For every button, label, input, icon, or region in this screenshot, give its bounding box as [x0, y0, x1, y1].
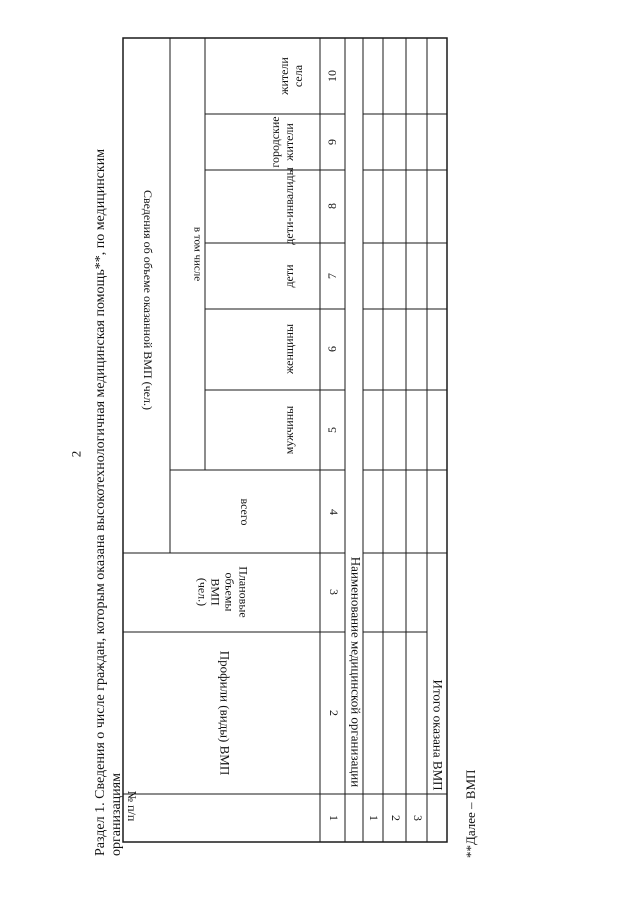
header-rural: жители села	[277, 57, 305, 95]
section-title: Раздел 1. Сведения о числе граждан, которым оказана высокотехнологичная медицинская помощь**, по медицинским	[93, 148, 108, 856]
header-including: в том числе	[191, 226, 204, 282]
row-number: 2	[388, 815, 403, 821]
header-children: дети	[282, 264, 297, 288]
column-number: 3	[326, 589, 341, 595]
header-total: всего	[237, 498, 252, 526]
header-women: женщины	[282, 323, 297, 375]
column-number: 9	[325, 139, 340, 145]
column-number: 6	[325, 346, 340, 352]
header-profiles: Профили (виды) ВМП	[217, 650, 233, 776]
row-number: 3	[410, 815, 425, 821]
total-row-label: Итого оказана ВМП	[430, 679, 446, 791]
header-planned: Плановые объемы ВМП (чел.)	[195, 566, 251, 618]
column-number: 10	[325, 70, 340, 82]
column-number: 5	[325, 427, 340, 433]
footnote: **Далее – ВМП	[463, 769, 478, 858]
header-disabled-children: дети-инвалиды	[282, 167, 297, 245]
header-urban: городские жители	[268, 116, 296, 168]
header-info: Сведения об объеме оказанной ВМП (чел.)	[140, 190, 155, 410]
header-num: № п/п	[124, 790, 139, 822]
header-men: мужчины	[282, 405, 297, 455]
column-number: 4	[326, 509, 341, 515]
column-number: 8	[325, 203, 340, 209]
org-row-label: Наименование медицинской организации	[348, 556, 364, 788]
column-number: 7	[325, 273, 340, 279]
column-number: 1	[326, 815, 341, 821]
page-number: 2	[68, 450, 84, 458]
section-title-continued: организациям	[109, 773, 124, 856]
row-number: 1	[366, 815, 381, 821]
column-number: 2	[326, 710, 341, 716]
